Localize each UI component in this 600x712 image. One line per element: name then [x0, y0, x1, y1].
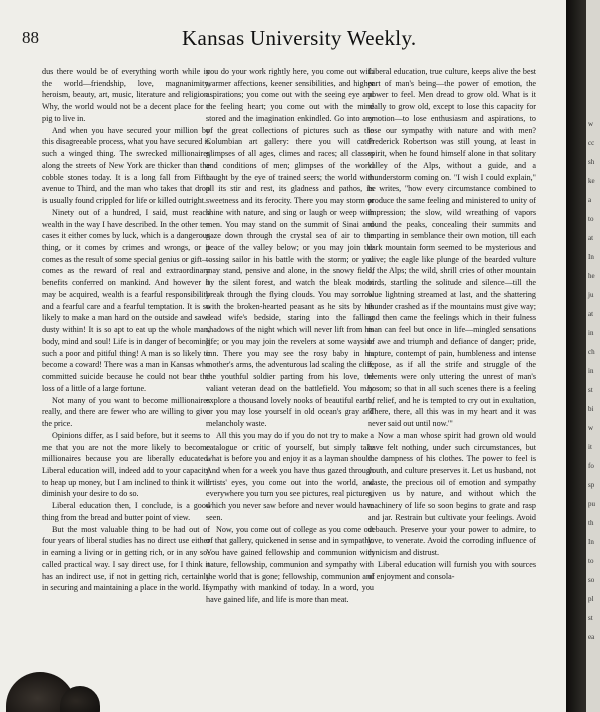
- adjacent-text-fragment: it: [588, 443, 592, 451]
- adjacent-text-fragment: at: [588, 234, 594, 242]
- masthead-title: Kansas University Weekly.: [182, 26, 417, 50]
- paragraph: But the most valuable thing to be had out of four years of liberal studies has no direct use either in earning a living or in getting rich, or in any so-called practical way. I say direct use, for I think it has an indirect use, if not in getting rich, certainly in securing and maintaining a place in the world. If: [42, 524, 210, 593]
- adjacent-text-fragment: a: [588, 196, 592, 204]
- paragraph: Opinions differ, as I said before, but it seems to me that you are not the more likely to become millionaires because you are liberally educated. Liberal education will, indeed add to your capacity to heap up money, but I am inclined to think it will diminish your desire to do so.: [42, 430, 210, 499]
- adjacent-text-fragment: he: [588, 272, 595, 280]
- paragraph: you do your work rightly here, you come out with warmer affections, keener sensibilities, and higher aspirations; you come out with the seeing eye and the feeling heart; you come out with the mind stored and the imagination enkindled. Go into any of the great collections of pictures such as the Columbian art gallery: there you will catch glimpses of all ages, climes and races; all classes and conditions of men; glimpses of the world caught by the eye of trained seers; the world with all its stir and rest, its gladness and pathos, its sweetness and its ferocity. There you may storm or shine with nature, and sing or laugh or weep with men. You may stand on the summit of Sinai and gaze down through the crystal sea of air to the peace of the valley below; or you may join the tossing sailor in his battle with the storm; or you may stand, pensive and alone, in the snowy field, by the silent forest, and watch the bleak moon break through the flying clouds. You may sorrow with the broken-hearted peasant as he sits by his dead wife's bedside, staring into the falling shadows of the night which will never lift from his life; or you may join the revelers at some wayside inn. There you may see the rosy baby in his mother's arms, the adventurous lad scaling the cliff, the youthful soldier parting from his love, the valiant veteran dead on the battlefield. You may explore a thousand lovely nooks of beautiful earth, or you may lose yourself in old ocean's gray and melancholy waste.: [206, 67, 374, 429]
- page-header: [22, 28, 552, 52]
- paragraph: Not many of you want to become millionaires really, and there are fewer who are willing to give the price.: [42, 395, 210, 429]
- paragraph: And when you have secured your million by this disagreeable process, what you have secured is such a winged thing. The swrecked millionaires along the streets of New York are thicker than the cobble stones today. It is a long fall from Fifth avenue to Third, and the man who takes that drop is usually found crippled for life or killed outright.: [42, 125, 210, 206]
- adjacent-text-fragment: w: [588, 120, 594, 128]
- adjacent-text-fragment: sh: [588, 158, 595, 166]
- adjacent-page-edge: [586, 0, 600, 712]
- adjacent-text-fragment: at: [588, 310, 594, 318]
- adjacent-text-fragment: bi: [588, 405, 594, 413]
- adjacent-text-fragment: ea: [588, 633, 595, 641]
- adjacent-text-fragment: cc: [588, 139, 595, 147]
- text-column-1: [42, 66, 210, 594]
- paragraph: All this you may do if you do not try to make a catalogue or critic of yourself, but simply take what is before you and enjoy it as a layman should. And when for a week you have thus gazed through artists' eyes, you come out into the world, and everywhere you turn you see pictures, real pictures, which you never saw before and never would have seen.: [206, 430, 374, 522]
- adjacent-text-fragment: ke: [588, 177, 595, 185]
- adjacent-text-fragment: to: [588, 557, 594, 565]
- adjacent-text-fragment: fo: [588, 462, 594, 470]
- paragraph: Ninety out of a hundred, I said, must reach wealth in the way I have described. In the other ten cases it either comes by luck, which is a dangerous thing, or it comes by crimes and wrongs, or it comes as the result of some special genius or gift—comes as the reward of real and extraordinary benefits conferred on mankind. And however it may be acquired, wealth is a fearful responsibility and a fearful care and a fearful temptation. It is so likely to make a man hard on the outside and saw-dusty within! It is so apt to eat up the whole man, body, mind and soul! Life is in danger of becoming such a poor and pitiful thing! A man is so likely to become a coward! There was a man in Kansas who committed suicide because he could not bear the loss of a little of a large fortune.: [42, 207, 210, 393]
- adjacent-text-fragment: in: [588, 329, 594, 337]
- page-number: 88: [22, 28, 39, 47]
- adjacent-text-fragment: st: [588, 614, 593, 622]
- text-column-3: [368, 66, 536, 582]
- paragraph: Liberal education then, I conclude, is a good thing from the bread and butter point of view.: [42, 501, 210, 522]
- adjacent-text-fragment: to: [588, 215, 594, 223]
- adjacent-text-fragment: in: [588, 367, 594, 375]
- adjacent-text-fragment: th: [588, 519, 594, 527]
- adjacent-text-fragment: pu: [588, 500, 595, 508]
- adjacent-text-fragment: so: [588, 576, 595, 584]
- adjacent-text-fragment: sp: [588, 481, 595, 489]
- paragraph: Now a man whose spirit had grown old would have felt nothing, under such circumstances, but the dampness of his clothes. The power to feel is youth, and culture preserves it. Let us husband, not waste, the precious oil of emotion and sympathy given us by nature, and without which the machinery of life so soon begins to grate and rasp and jar. Restrain but cultivate your feelings. Avoid debauch. Preserve your your power to admire, to love, to venerate. Avoid the corroding influence of cynicism and distrust.: [368, 430, 536, 558]
- text-column-2: [206, 66, 374, 606]
- finger-shadow: [60, 686, 100, 712]
- paragraph: dus there would be of everything worth while in the world—friendship, love, magnanimity, heroism, beauty, art, music, literature and religion. Why, the world would not be a decent place for a pig to live in.: [42, 67, 210, 123]
- adjacent-text-fragment: st: [588, 386, 593, 394]
- paragraph: Liberal education will furnish you with sources of enjoyment and consola-: [368, 559, 536, 581]
- paragraph: Liberal education, true culture, keeps alive the best part of man's being—the power of emotion, the power to feel. Men dread to grow old. What is it really to grow old, except to lose this capacity for emotion—to lose enthusiasm and aspirations, to lose our sympathy with nature and with men? Frederick Robertson was still young, at least in spirit, when he found himself alone in that solitary valley of the Alps, without a guide, and a thunderstorm coming on. "I wish I could explain," he writes, "how every circumstance combined to produce the same feeling and ministered to unity of impression; the slow, wild wreathing of vapors round the peaks, concealing their summits and imparting in semblance their own motion, till each dark mountain form seemed to be mysterious and alive; the eagle like plunge of the bearded vulture of the Alps; the wild, shrill cries of other mountain birds, startling the solitude and silence—till the blue lightning streamed at last, and the shattering thunder crashed as if the mountains must give way; and then came the feelings which in their fulness man can feel but once in life—mingled sensations of awe and triumph and defiance of danger; pride, rapture, contempt of pain, humbleness and intense repose, as if all the strife and struggle of the elements were only uttering the unrest of man's bosom; so that in all such scenes there is a feeling of relief, and he is tempted to cry out in exultation, 'There, there, all this was in my heart and it was never said out until now.'": [368, 67, 536, 429]
- adjacent-text-fragment: pl: [588, 595, 594, 603]
- paragraph: Now, you come out of college as you come out of that gallery, quickened in sense and in sympathy. You have gained fellowship and communion with nature, fellowship, communion and sympathy with the world that is gone; fellowship, communion and sympathy with mankind of today. In a word, you have gained life, and life is more than meat.: [206, 524, 374, 605]
- adjacent-text-fragment: ch: [588, 348, 595, 356]
- adjacent-text-fragment: In: [588, 253, 594, 261]
- adjacent-text-fragment: w: [588, 424, 594, 432]
- adjacent-text-fragment: ju: [588, 291, 594, 299]
- adjacent-text-fragment: In: [588, 538, 594, 546]
